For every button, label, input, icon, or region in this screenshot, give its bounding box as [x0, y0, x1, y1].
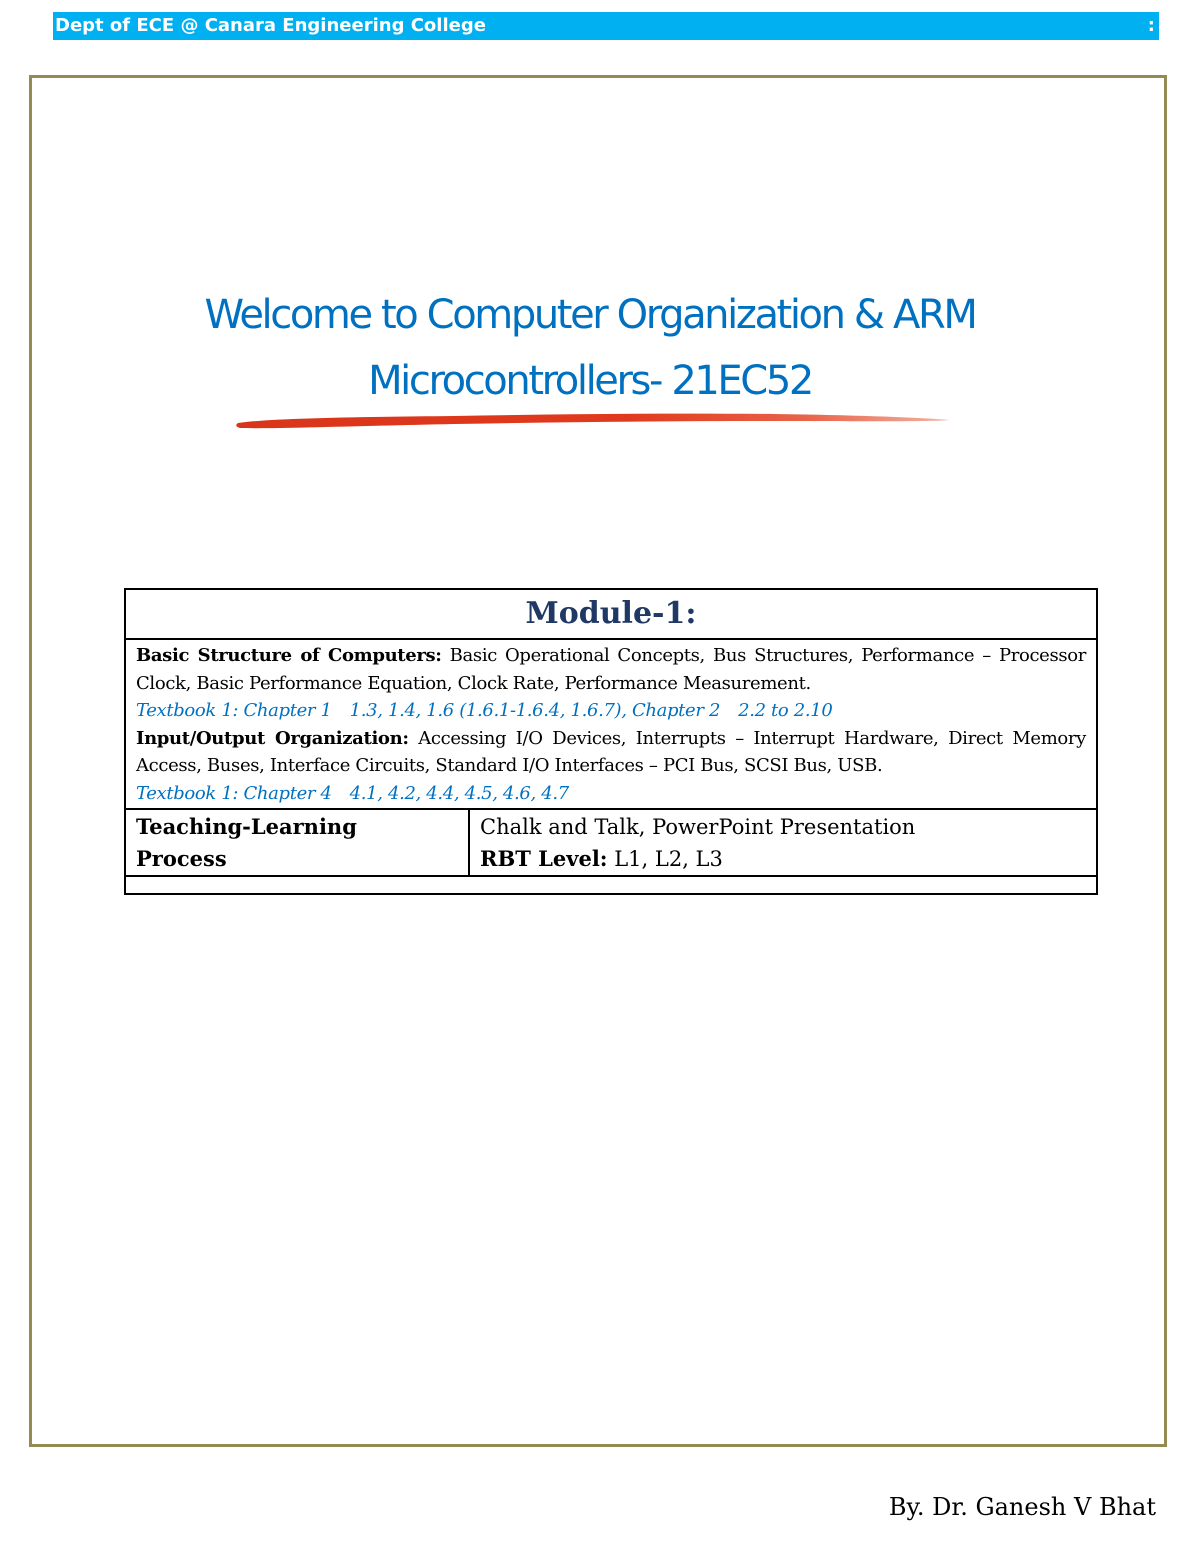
tlp-label-line-2: Process: [136, 846, 227, 871]
tlp-label-line-1: Teaching-Learning: [136, 814, 357, 839]
page-title: [150, 282, 1030, 414]
rbt-label: RBT Level:: [480, 846, 608, 871]
module-title: Module-1:: [125, 589, 1097, 639]
module-content: [125, 639, 1097, 809]
section2-heading: Input/Output Organization:: [136, 727, 409, 749]
section2-ref-b: 4.1, 4.2, 4.4, 4.5, 4.6, 4.7: [349, 782, 569, 804]
section-basic-structure: [136, 642, 1086, 697]
rbt-level: [480, 843, 1086, 875]
title-line-1: Welcome to Computer Organization & ARM: [204, 292, 976, 338]
section1-ref-a: Textbook 1: Chapter 1: [136, 700, 332, 721]
empty-row: [125, 876, 1097, 894]
section1-heading: Basic Structure of Computers:: [136, 645, 442, 666]
tlp-methods: Chalk and Talk, PowerPoint Presentation: [480, 815, 916, 839]
header-bar: [53, 12, 1159, 40]
teaching-learning-label: [125, 809, 469, 876]
section2-ref-a: Textbook 1: Chapter 4: [136, 782, 332, 804]
section1-reference: [136, 697, 1086, 725]
rbt-value: L1, L2, L3: [607, 847, 723, 871]
footer-author: By. Dr. Ganesh V Bhat: [888, 1493, 1156, 1521]
red-brush-stroke-underline: [234, 408, 954, 434]
section2-text: Accessing I/O Devices, Interrupts – Interrupt Hardware, Direct Memory Access, Buses, Interface Circuits, Standard I/O Interfaces – PCI Bus, SCSI Bus, USB.: [136, 727, 1086, 776]
module-title-row: [125, 589, 1097, 639]
empty-cell: [125, 876, 1097, 894]
teaching-learning-value: [469, 809, 1097, 876]
section-io-organization: [136, 725, 1086, 780]
header-right-mark: :: [1147, 15, 1155, 36]
section1-ref-b: 1.3, 1.4, 1.6 (1.6.1-1.6.4, 1.6.7), Chapter 2: [349, 700, 721, 721]
module-table: [124, 588, 1098, 895]
section2-reference: [136, 780, 1086, 808]
section1-ref-c: 2.2 to 2.10: [738, 700, 833, 721]
teaching-learning-row: [125, 809, 1097, 876]
title-line-2: Microcontrollers- 21EC52: [368, 358, 812, 404]
header-text: Dept of ECE @ Canara Engineering College: [55, 15, 486, 36]
section1-text: Basic Operational Concepts, Bus Structures, Performance – Processor Clock, Basic Performance Equation, Clock Rate, Performance Measurement.: [136, 645, 1086, 694]
module-content-row: [125, 639, 1097, 809]
